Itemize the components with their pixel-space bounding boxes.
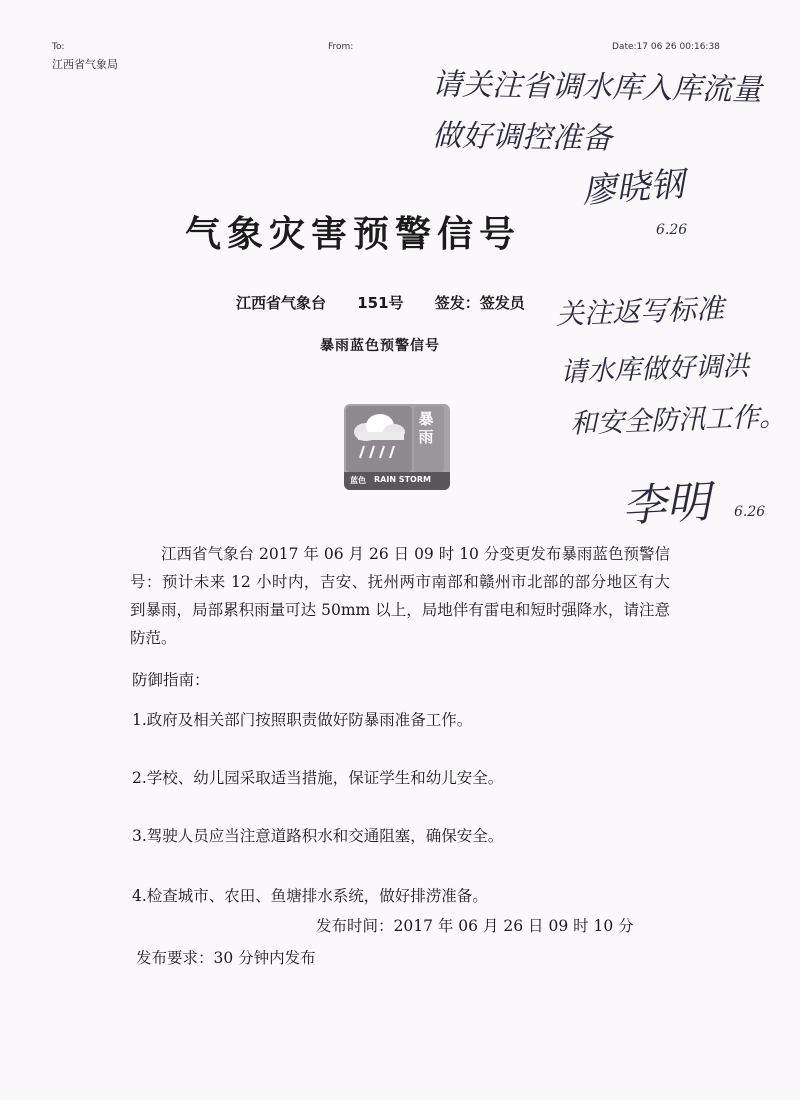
document-number: 151号 [357, 294, 404, 312]
guide-item: 3.驾驶人员应当注意道路积水和交通阻塞，确保安全。 [132, 827, 504, 845]
warning-body [130, 540, 670, 652]
guide-title: 防御指南： [132, 671, 210, 689]
publish-requirement: 发布要求：30 分钟内发布 [136, 949, 316, 967]
issue-line [236, 292, 551, 313]
handwritten-note-line: 关注返写标准 [555, 292, 725, 331]
icon-en-text: RAIN STORM [374, 475, 431, 484]
handwritten-note-line: 请水库做好调洪 [559, 350, 750, 389]
handwritten-note-line: 做好调控准备 [431, 118, 613, 157]
rainstorm-blue-icon [344, 404, 450, 490]
handwritten-note-line: 和安全防汛工作。 [569, 401, 787, 440]
handwritten-date: 6.26 [656, 222, 688, 238]
handwritten-date: 6.26 [734, 504, 766, 520]
document-title: 气象灾害预警信号 [185, 213, 522, 255]
handwritten-signature: 李明 [620, 476, 712, 533]
guide-item: 4.检查城市、农田、鱼塘排水系统，做好排涝准备。 [132, 887, 488, 905]
icon-cn-text: 暴雨 [418, 410, 434, 446]
handwritten-note-line: 请关注省调水库入库流量 [431, 67, 763, 108]
icon-level-text: 蓝色 [350, 476, 366, 485]
guide-item: 1.政府及相关部门按照职责做好防暴雨准备工作。 [132, 711, 473, 729]
issuer: 江西省气象台 [236, 294, 327, 312]
fax-from-label: From: [328, 42, 354, 52]
publish-time: 发布时间：2017 年 06 月 26 日 09 时 10 分 [316, 917, 634, 935]
fax-recipient: 江西省气象局 [52, 58, 118, 71]
warning-body-paragraph: 江西省气象台 2017 年 06 月 26 日 09 时 10 分变更发布暴雨蓝色预警信号：预计未来 12 小时内，吉安、抚州两市南部和赣州市北部的部分地区有大到暴雨，局部累积雨量可达 50mm 以上，局地伴有雷电和短时强降水，请注意防范。 [130, 545, 670, 647]
signer: 签发：签发员 [434, 294, 525, 312]
handwritten-signature: 廖晓钢 [580, 164, 686, 212]
warning-subtitle: 暴雨蓝色预警信号 [320, 338, 440, 354]
guide-item: 2.学校、幼儿园采取适当措施，保证学生和幼儿安全。 [132, 769, 504, 787]
fax-to-label: To: [52, 42, 65, 52]
fax-date-label: Date:17 06 26 00:16:38 [612, 42, 720, 52]
